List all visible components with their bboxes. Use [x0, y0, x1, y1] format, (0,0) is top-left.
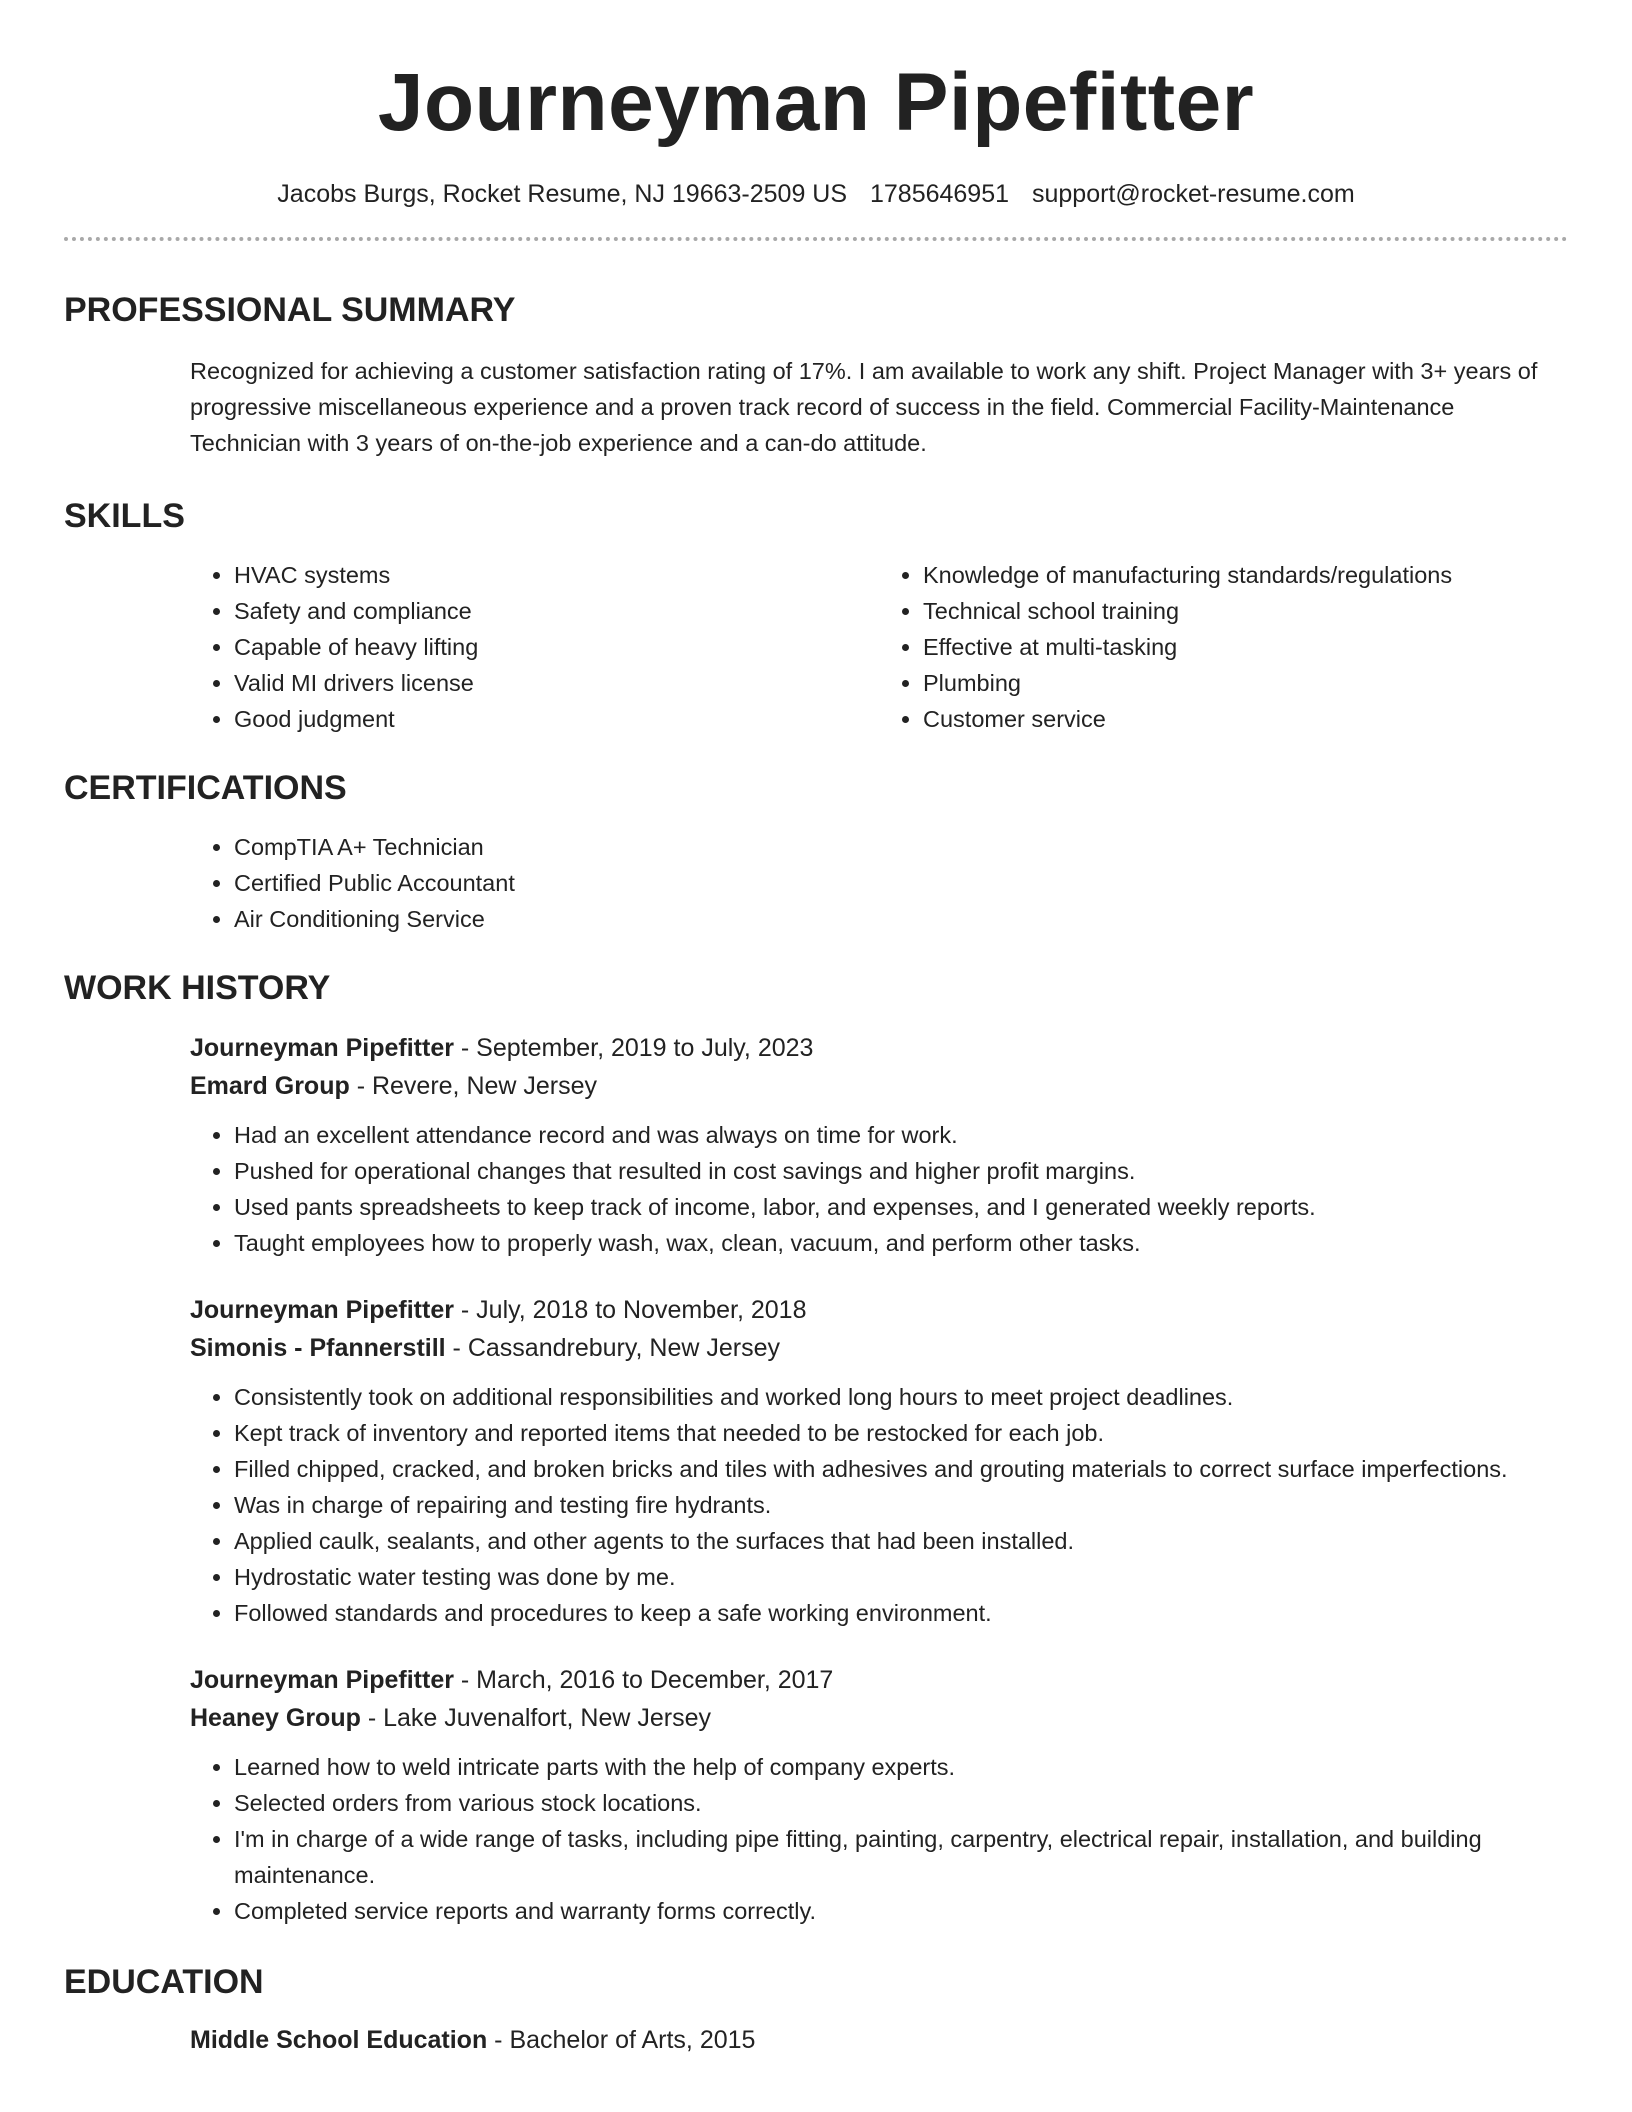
skill-item: • Good judgment [234, 701, 879, 737]
job-bullet: • Was in charge of repairing and testing fire hydrants. [234, 1487, 1568, 1523]
job-bullet: • Taught employees how to properly wash, wax, clean, vacuum, and perform other tasks. [234, 1225, 1568, 1261]
contact-line [64, 182, 1568, 207]
job-role: Journeyman Pipefitter [190, 1666, 454, 1694]
certifications-section [64, 771, 1568, 937]
job-title-line [190, 1291, 1568, 1329]
certification-item: • Air Conditioning Service [234, 901, 1568, 937]
job-bullet: • Applied caulk, sealants, and other agents to the surfaces that had been installed. [234, 1523, 1568, 1559]
job-location: - Revere, New Jersey [349, 1072, 598, 1100]
certification-item: • Certified Public Accountant [234, 865, 1568, 901]
section-title-skills: SKILLS [64, 497, 185, 535]
job-bullet: • Kept track of inventory and reported items that needed to be restocked for each job. [234, 1415, 1568, 1451]
job-company: Simonis - Pfannerstill [190, 1334, 446, 1362]
job-company: Emard Group [190, 1072, 350, 1100]
header-divider [64, 237, 1568, 241]
skill-item: • Customer service [923, 701, 1568, 737]
skills-section [64, 499, 1568, 737]
skills-list-left [190, 557, 879, 737]
education-section [64, 1965, 1568, 2059]
job-entry [190, 1029, 1568, 1261]
skill-item: • Knowledge of manufacturing standards/regulations [923, 557, 1568, 593]
skill-item: • Plumbing [923, 665, 1568, 701]
skill-item: • Technical school training [923, 593, 1568, 629]
section-title-summary: PROFESSIONAL SUMMARY [64, 291, 516, 329]
job-bullets [190, 1117, 1568, 1261]
job-company-line [190, 1067, 1568, 1105]
section-title-work-history: WORK HISTORY [64, 969, 331, 1007]
contact-address: Jacobs Burgs, Rocket Resume, NJ 19663-2509 US [277, 180, 848, 208]
skill-item: • Capable of heavy lifting [234, 629, 879, 665]
contact-email: support@rocket-resume.com [1031, 180, 1355, 208]
education-degree: Middle School Education [190, 2026, 488, 2054]
skill-item: • Effective at multi-tasking [923, 629, 1568, 665]
job-bullet: • Followed standards and procedures to keep a safe working environment. [234, 1595, 1568, 1631]
job-title-line [190, 1029, 1568, 1067]
work-history-section [64, 971, 1568, 1929]
contact-phone: 1785646951 [869, 180, 1010, 208]
education-dates: - Bachelor of Arts, 2015 [487, 2026, 756, 2054]
skill-item: • Safety and compliance [234, 593, 879, 629]
job-role: Journeyman Pipefitter [190, 1296, 454, 1324]
job-bullet: • Hydrostatic water testing was done by me. [234, 1559, 1568, 1595]
resume-name: Journeyman Pipefitter [377, 57, 1255, 148]
certifications-list [190, 829, 1568, 937]
summary-text: Recognized for achieving a customer satisfaction rating of 17%. I am available to work any shift. Project Manager with 3+ years of progressive miscellaneous experience and a proven track record of success in the field. Commercial Facility-Maintenance Technician with 3 years of on-the-job experience and a can-do attitude. [190, 358, 1538, 456]
job-bullet: • Selected orders from various stock locations. [234, 1785, 1568, 1821]
job-bullet: • Completed service reports and warranty forms correctly. [234, 1893, 1568, 1929]
job-bullets [190, 1379, 1568, 1631]
job-dates: - July, 2018 to November, 2018 [453, 1296, 807, 1324]
skill-item: • HVAC systems [234, 557, 879, 593]
job-company: Heaney Group [190, 1704, 361, 1732]
certification-item: • CompTIA A+ Technician [234, 829, 1568, 865]
professional-summary-section [64, 293, 1568, 461]
job-dates: - March, 2016 to December, 2017 [453, 1666, 834, 1694]
job-bullet: • I'm in charge of a wide range of tasks, including pipe fitting, painting, carpentry, electrical repair, installation, and building maintenance. [234, 1821, 1568, 1893]
job-bullet: • Consistently took on additional responsibilities and worked long hours to meet project deadlines. [234, 1379, 1568, 1415]
job-location: - Cassandrebury, New Jersey [445, 1334, 780, 1362]
job-entry [190, 1661, 1568, 1929]
job-company-line [190, 1329, 1568, 1367]
job-entry [190, 1291, 1568, 1631]
job-bullet: • Had an excellent attendance record and was always on time for work. [234, 1117, 1568, 1153]
job-bullet: • Filled chipped, cracked, and broken bricks and tiles with adhesives and grouting materials to correct surface imperfections. [234, 1451, 1568, 1487]
job-company-line [190, 1699, 1568, 1737]
job-location: - Lake Juvenalfort, New Jersey [360, 1704, 712, 1732]
job-role: Journeyman Pipefitter [190, 1034, 454, 1062]
job-dates: - September, 2019 to July, 2023 [453, 1034, 814, 1062]
job-bullets [190, 1749, 1568, 1929]
job-bullet: • Learned how to weld intricate parts with the help of company experts. [234, 1749, 1568, 1785]
skills-list-right [879, 557, 1568, 737]
job-title-line [190, 1661, 1568, 1699]
job-bullet: • Used pants spreadsheets to keep track of income, labor, and expenses, and I generated weekly reports. [234, 1189, 1568, 1225]
job-bullet: • Pushed for operational changes that resulted in cost savings and higher profit margins. [234, 1153, 1568, 1189]
section-title-education: EDUCATION [64, 1963, 264, 2001]
skill-item: • Valid MI drivers license [234, 665, 879, 701]
education-line [190, 2021, 1568, 2059]
section-title-certifications: CERTIFICATIONS [64, 769, 347, 807]
